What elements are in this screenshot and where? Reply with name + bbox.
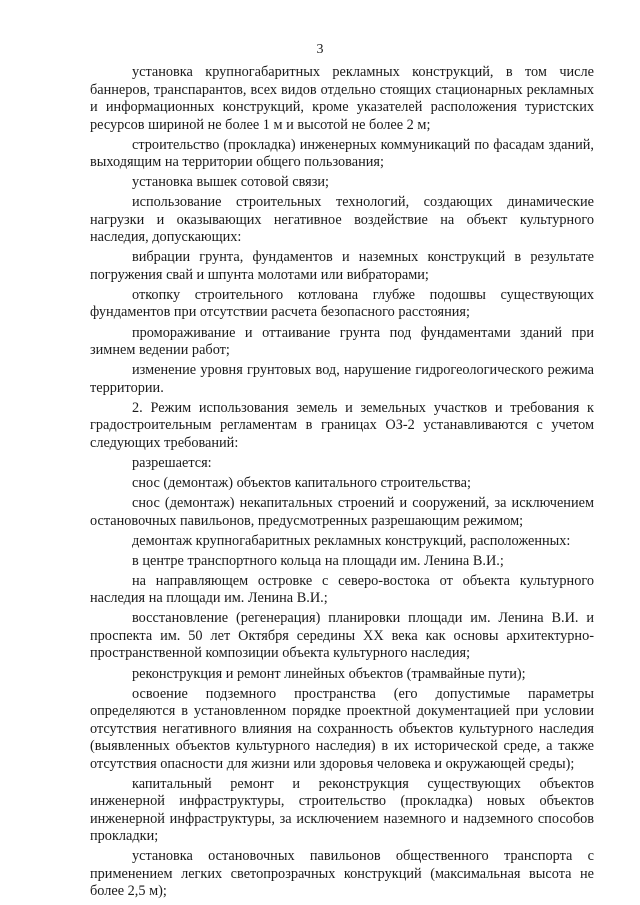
paragraph: использование строительных технологий, создающих динамические нагрузки и оказывающих негативное воздействие на объект культурного наследия, допускающих: (90, 194, 594, 246)
paragraph: разрешается: (132, 454, 212, 471)
paragraph: вибрации грунта, фундаментов и наземных конструкций в результате погружения свай и шпунта молотами или вибраторами; (90, 249, 594, 283)
paragraph: восстановление (регенерация) планировки площади им. Ленина В.И. и проспекта им. 50 лет Октября середины XX века как основы архитектурно-пространственной композиции объекта культурного наследия; (90, 610, 594, 662)
paragraph: снос (демонтаж) объектов капитального строительства; (132, 474, 471, 491)
document-body (90, 64, 594, 903)
paragraph: капитальный ремонт и реконструкция существующих объектов инженерной инфраструктуры, строительство (прокладка) новых объектов инженерной инфраструктуры, за исключением наземного и надземного способов прокладки; (90, 775, 594, 845)
paragraph: освоение подземного пространства (его допустимые параметры определяются в установленном порядке проектной документацией при условии отсутствия негативного влияния на сохранность объектов культурного наследия (выявленных объектов культурного наследия) в их исторической среде, а также отсутствия опасности для жизни или здоровья человека и окружающей среды); (90, 685, 594, 772)
paragraph: установка остановочных павильонов общественного транспорта с применением легких светопрозрачных конструкций (максимальная высота не более 2,5 м); (90, 848, 594, 900)
page-number: 3 (316, 42, 324, 57)
paragraph: строительство (прокладка) инженерных коммуникаций по фасадам зданий, выходящим на территории общего пользования; (90, 136, 594, 171)
paragraph: на направляющем островке с северо-востока от объекта культурного наследия на площади им. Ленина В.И.; (90, 572, 594, 607)
paragraph: изменение уровня грунтовых вод, нарушение гидрогеологического режима территории. (90, 362, 594, 396)
paragraph: 2. Режим использования земель и земельных участков и требования к градостроительным регламентам в границах ОЗ-2 устанавливаются с учетом следующих требований: (90, 399, 594, 451)
paragraph: установка крупногабаритных рекламных конструкций, в том числе баннеров, транспарантов, всех видов отдельно стоящих стационарных рекламных и информационных конструкций, кроме указателей расположения туристских ресурсов шириной не более 1 м и высотой не более 2 м; (90, 64, 594, 133)
paragraph: демонтаж крупногабаритных рекламных конструкций, расположенных: (132, 532, 571, 549)
paragraph: промораживание и оттаивание грунта под фундаментами зданий при зимнем ведении работ; (90, 324, 594, 359)
paragraph: установка вышек сотовой связи; (132, 174, 329, 191)
paragraph: реконструкция и ремонт линейных объектов (трамвайные пути); (132, 665, 526, 682)
paragraph: откопку строительного котлована глубже подошвы существующих фундаментов при отсутствии расчета безопасного расстояния; (90, 286, 594, 321)
paragraph: в центре транспортного кольца на площади им. Ленина В.И.; (132, 552, 504, 569)
paragraph: снос (демонтаж) некапитальных строений и сооружений, за исключением остановочных павильонов, предусмотренных разрешающим режимом; (90, 495, 594, 529)
